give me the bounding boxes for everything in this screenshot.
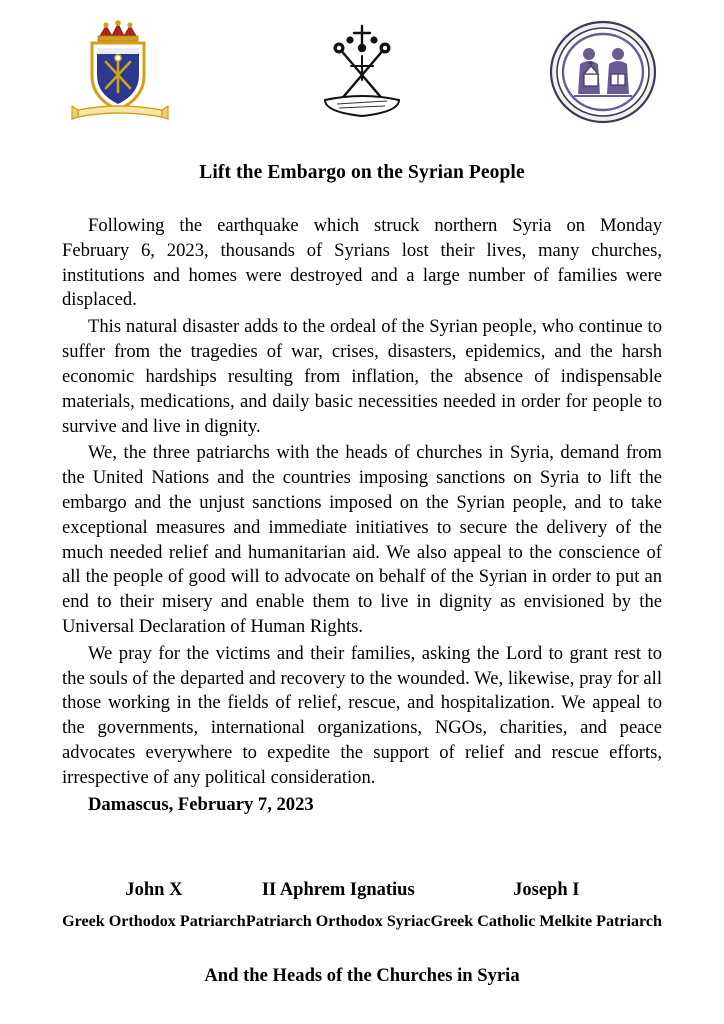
signatory-role: Greek Orthodox Patriarch <box>62 912 246 930</box>
signatory-3 <box>431 880 662 931</box>
signatory-1 <box>62 880 246 931</box>
document-body <box>62 214 662 818</box>
greek-orthodox-patriarchate-antioch-coat-of-arms-icon <box>62 18 180 126</box>
page-title: Lift the Embargo on the Syrian People <box>199 162 525 183</box>
signature-row <box>62 880 662 931</box>
melkite-greek-catholic-patriarchate-seal-icon <box>544 18 662 126</box>
signatory-name: Joseph I <box>513 879 580 900</box>
paragraph-1: Following the earthquake which struck northern Syria on Monday February 6, 2023, thousands of Syrians lost their lives, many churches, institutions and homes were destroyed and a large number of families were displaced. <box>62 215 662 311</box>
signatory-name: John X <box>125 879 183 900</box>
signatory-2 <box>246 880 431 931</box>
signatory-role: Greek Catholic Melkite Patriarch <box>430 912 662 930</box>
signatory-role: Patriarch Orthodox Syriac <box>245 912 431 930</box>
paragraph-2: This natural disaster adds to the ordeal of the Syrian people, who continue to suffer from the tragedies of war, crises, disasters, epidemics, and the harsh economic hardships resulting from inflation, the absence of indispensable materials, medications, and daily basic necessities needed in order for people to survive and live in dignity. <box>62 316 662 437</box>
syriac-orthodox-patriarchate-emblem-icon <box>303 18 421 126</box>
emblem-row <box>62 0 662 126</box>
paragraph-3: We, the three patriarchs with the heads of churches in Syria, demand from the United Nations and the countries imposing sanctions on Syria to lift the embargo and the unjust sanctions imposed on the Syrian people, and to take exceptional measures and immediate initiatives to secure the delivery of the much needed relief and humanitarian aid. We also appeal to the conscience of all the people of good will to advocate on behalf of the Syrian in order to put an end to their misery and enable them to live in dignity as envisioned by the Universal Declaration of Human Rights. <box>62 442 662 637</box>
footer-note: And the Heads of the Churches in Syria <box>204 964 520 986</box>
signatory-name: II Aphrem Ignatius <box>261 879 415 900</box>
paragraph-4: We pray for the victims and their families, asking the Lord to grant rest to the souls of the departed and recovery to the wounded. We, likewise, pray for all those working in the fields of relief, rescue, and hospitalization. We appeal to the governments, international organizations, NGOs, charities, and peace advocates everywhere to expedite the support of relief and rescue efforts, irrespective of any political consideration. <box>62 642 662 788</box>
place-and-date: Damascus, February 7, 2023 <box>88 793 314 815</box>
